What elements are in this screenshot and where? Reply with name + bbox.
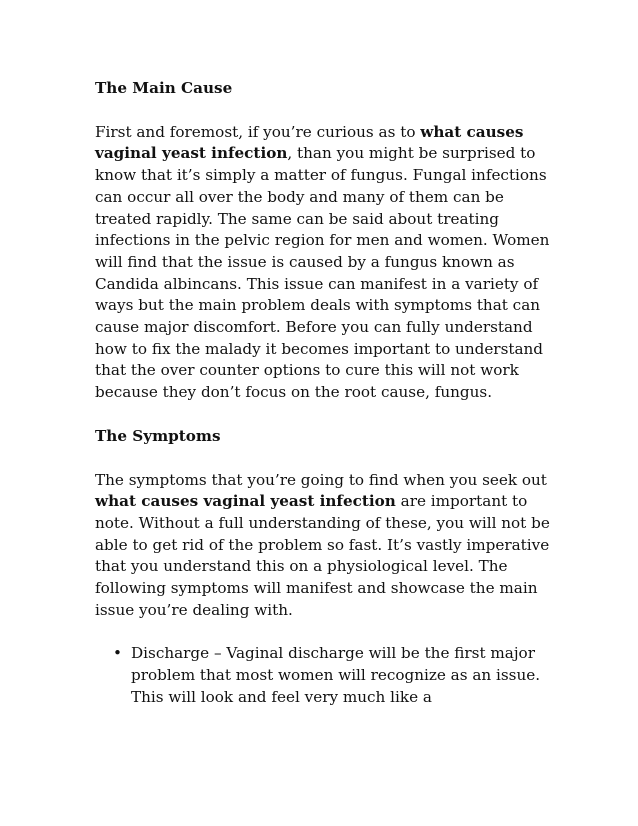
- keyword-bold: what causes vaginal yeast infection: [95, 122, 524, 163]
- document-body: [95, 78, 550, 709]
- paragraph-main-cause: [95, 122, 550, 404]
- bullet-icon: •: [113, 644, 122, 663]
- list-item-text: Discharge – Vaginal discharge will be the first major problem that most women will recognize as an issue. This will look and feel very much like a: [131, 644, 541, 706]
- paragraph-text: are important to note. Without a full understanding of these, you will not be able to get rid of the problem so fast. It’s vastly imperative that you understand this on a physiological level. The following symptoms will manifest and showcase the main issue you’re dealing with.: [95, 492, 550, 619]
- section-heading-main-cause: The Main Cause: [95, 79, 233, 97]
- paragraph-text: First and foremost, if you’re curious as to: [95, 122, 421, 141]
- section-heading-symptoms: The Symptoms: [95, 426, 221, 445]
- paragraph-text: , than you might be surprised to know that it’s simply a matter of fungus. Fungal infections can occur all over the body and many of them can be treated rapidly. The same can be said about treating infections in the pelvic region for men and women. Women will find that the issue is caused by a fungus known as Candida albincans. This issue can manifest in a variety of ways but the main problem deals with symptoms that can cause major discomfort. Before you can fully understand how to fix the malady it becomes important to understand that the over counter options to cure this will not work because they don’t focus on the root cause, fungus.: [95, 144, 550, 402]
- paragraph-symptoms: [95, 470, 550, 622]
- list-item: [95, 643, 550, 708]
- keyword-bold: what causes vaginal yeast infection: [95, 492, 396, 511]
- paragraph-text: The symptoms that you’re going to find when you seek out: [95, 470, 547, 489]
- symptom-list: [95, 643, 550, 708]
